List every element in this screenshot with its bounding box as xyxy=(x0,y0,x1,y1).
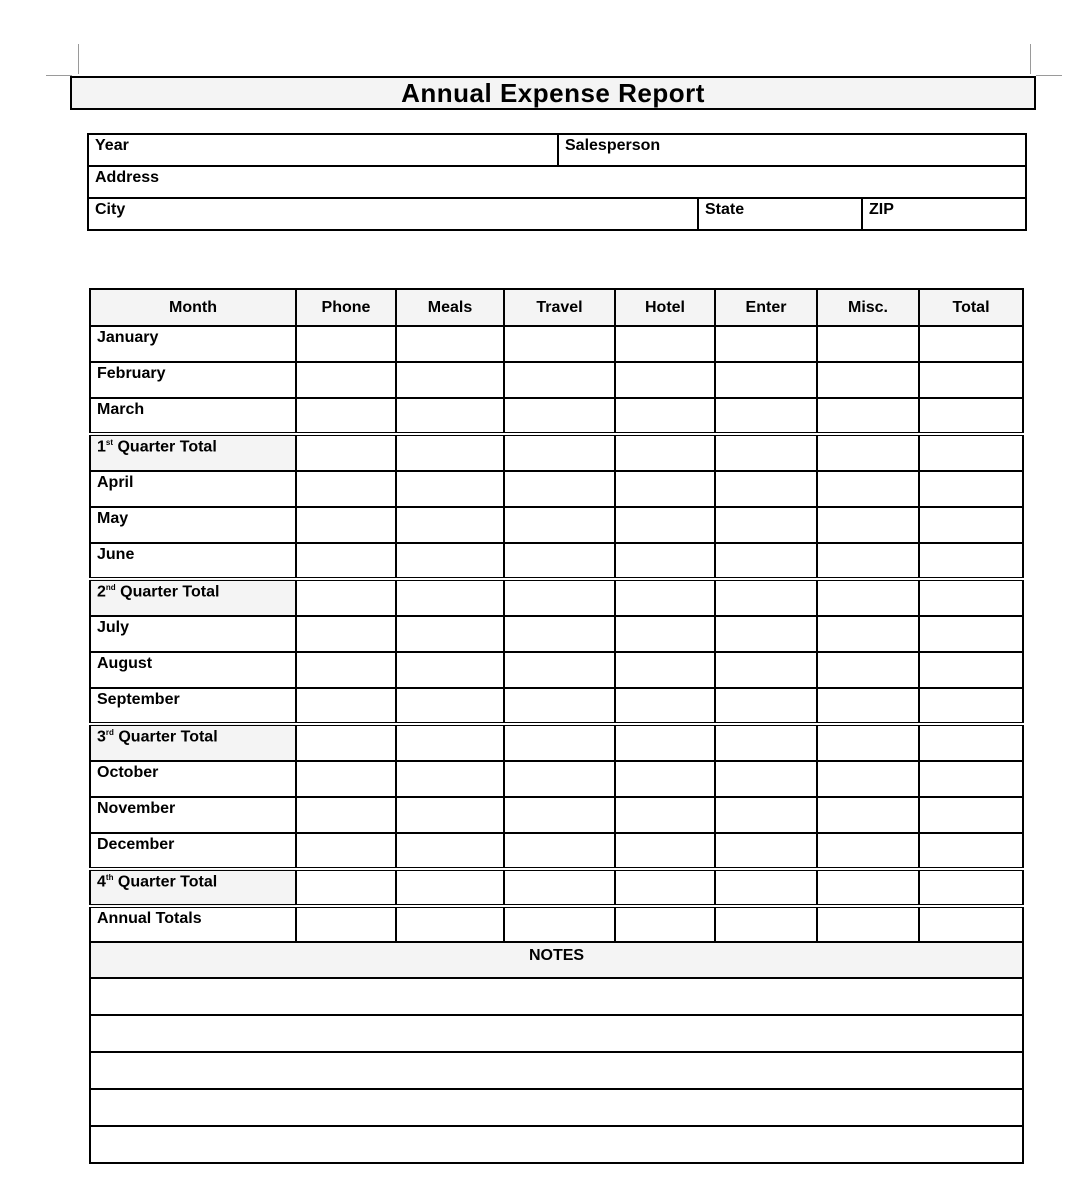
year-field[interactable] xyxy=(88,134,558,166)
title-bar xyxy=(70,76,1036,110)
month-label: February xyxy=(90,362,296,398)
quarter-label: 1st Quarter Total xyxy=(90,434,296,471)
cell-misc[interactable] xyxy=(817,579,919,616)
cell-total[interactable] xyxy=(919,434,1023,471)
row-march xyxy=(90,398,1023,434)
cell-misc[interactable] xyxy=(817,869,919,906)
cell-enter[interactable] xyxy=(715,579,817,616)
cell-phone[interactable] xyxy=(296,543,396,579)
row-may xyxy=(90,507,1023,543)
quarter-label: 4th Quarter Total xyxy=(90,869,296,906)
cell-travel[interactable] xyxy=(504,761,615,797)
cell-travel[interactable] xyxy=(504,906,615,942)
cell-phone[interactable] xyxy=(296,797,396,833)
cell-phone[interactable] xyxy=(296,326,396,362)
row-q1-total xyxy=(90,434,1023,471)
month-label: April xyxy=(90,471,296,507)
note-line xyxy=(90,1052,1023,1089)
cell-total[interactable] xyxy=(919,797,1023,833)
cell-meals[interactable] xyxy=(396,398,504,434)
cell-meals[interactable] xyxy=(396,906,504,942)
col-header-travel: Travel xyxy=(504,289,615,326)
col-header-meals: Meals xyxy=(396,289,504,326)
cell-meals[interactable] xyxy=(396,579,504,616)
cell-travel[interactable] xyxy=(504,579,615,616)
cell-total[interactable] xyxy=(919,579,1023,616)
cell-meals[interactable] xyxy=(396,543,504,579)
salesperson-field[interactable] xyxy=(558,134,1026,166)
cell-phone[interactable] xyxy=(296,761,396,797)
row-october xyxy=(90,761,1023,797)
note-line-field[interactable] xyxy=(90,1126,1023,1163)
cell-phone[interactable] xyxy=(296,398,396,434)
cell-enter[interactable] xyxy=(715,507,817,543)
cell-phone[interactable] xyxy=(296,579,396,616)
cell-travel[interactable] xyxy=(504,797,615,833)
month-label: September xyxy=(90,688,296,724)
cell-travel[interactable] xyxy=(504,434,615,471)
col-header-phone: Phone xyxy=(296,289,396,326)
info-row-year xyxy=(88,134,1026,166)
cell-enter[interactable] xyxy=(715,688,817,724)
address-label: Address xyxy=(95,169,160,186)
cell-hotel[interactable] xyxy=(615,688,715,724)
month-label: August xyxy=(90,652,296,688)
cell-misc[interactable] xyxy=(817,471,919,507)
row-april xyxy=(90,471,1023,507)
cell-total[interactable] xyxy=(919,362,1023,398)
cell-hotel[interactable] xyxy=(615,833,715,869)
cell-misc[interactable] xyxy=(817,434,919,471)
cell-total[interactable] xyxy=(919,471,1023,507)
note-line xyxy=(90,1126,1023,1163)
row-july xyxy=(90,616,1023,652)
row-annual-totals xyxy=(90,906,1023,942)
cell-enter[interactable] xyxy=(715,616,817,652)
year-label: Year xyxy=(95,137,129,154)
cell-total[interactable] xyxy=(919,507,1023,543)
cell-total[interactable] xyxy=(919,869,1023,906)
quarter-label: 3rd Quarter Total xyxy=(90,724,296,761)
cell-total[interactable] xyxy=(919,724,1023,761)
cell-enter[interactable] xyxy=(715,543,817,579)
row-q2-total xyxy=(90,579,1023,616)
cell-travel[interactable] xyxy=(504,833,615,869)
cell-meals[interactable] xyxy=(396,652,504,688)
cell-total[interactable] xyxy=(919,543,1023,579)
cell-hotel[interactable] xyxy=(615,869,715,906)
col-header-misc: Misc. xyxy=(817,289,919,326)
cell-enter[interactable] xyxy=(715,326,817,362)
note-line-field[interactable] xyxy=(90,1089,1023,1126)
cell-enter[interactable] xyxy=(715,906,817,942)
cell-enter[interactable] xyxy=(715,652,817,688)
crop-mark-left-horizontal xyxy=(46,75,72,76)
cell-enter[interactable] xyxy=(715,761,817,797)
zip-label: ZIP xyxy=(869,201,894,218)
state-field[interactable] xyxy=(698,198,862,230)
month-label: January xyxy=(90,326,296,362)
cell-misc[interactable] xyxy=(817,797,919,833)
cell-misc[interactable] xyxy=(817,833,919,869)
note-line-field[interactable] xyxy=(90,978,1023,1015)
cell-enter[interactable] xyxy=(715,869,817,906)
cell-hotel[interactable] xyxy=(615,507,715,543)
cell-meals[interactable] xyxy=(396,507,504,543)
cell-misc[interactable] xyxy=(817,543,919,579)
month-label: December xyxy=(90,833,296,869)
cell-total[interactable] xyxy=(919,398,1023,434)
cell-meals[interactable] xyxy=(396,616,504,652)
cell-meals[interactable] xyxy=(396,724,504,761)
cell-hotel[interactable] xyxy=(615,579,715,616)
month-label: March xyxy=(90,398,296,434)
zip-field[interactable] xyxy=(862,198,1026,230)
crop-mark-right-horizontal xyxy=(1036,75,1062,76)
cell-total[interactable] xyxy=(919,326,1023,362)
cell-misc[interactable] xyxy=(817,688,919,724)
cell-travel[interactable] xyxy=(504,869,615,906)
cell-phone[interactable] xyxy=(296,434,396,471)
cell-hotel[interactable] xyxy=(615,543,715,579)
cell-meals[interactable] xyxy=(396,797,504,833)
cell-enter[interactable] xyxy=(715,833,817,869)
col-header-hotel: Hotel xyxy=(615,289,715,326)
cell-enter[interactable] xyxy=(715,471,817,507)
crop-mark-right-vertical xyxy=(1030,44,1031,74)
cell-meals[interactable] xyxy=(396,434,504,471)
col-header-total: Total xyxy=(919,289,1023,326)
cell-hotel[interactable] xyxy=(615,471,715,507)
row-november xyxy=(90,797,1023,833)
cell-enter[interactable] xyxy=(715,434,817,471)
note-line-field[interactable] xyxy=(90,1015,1023,1052)
cell-misc[interactable] xyxy=(817,761,919,797)
cell-meals[interactable] xyxy=(396,869,504,906)
col-header-month: Month xyxy=(90,289,296,326)
month-label: June xyxy=(90,543,296,579)
row-december xyxy=(90,833,1023,869)
month-label: May xyxy=(90,507,296,543)
cell-travel[interactable] xyxy=(504,507,615,543)
state-label: State xyxy=(705,201,745,218)
cell-enter[interactable] xyxy=(715,362,817,398)
cell-meals[interactable] xyxy=(396,688,504,724)
row-september xyxy=(90,688,1023,724)
month-label: July xyxy=(90,616,296,652)
cell-meals[interactable] xyxy=(396,471,504,507)
cell-misc[interactable] xyxy=(817,398,919,434)
cell-total[interactable] xyxy=(919,906,1023,942)
cell-hotel[interactable] xyxy=(615,362,715,398)
cell-travel[interactable] xyxy=(504,543,615,579)
cell-travel[interactable] xyxy=(504,652,615,688)
cell-phone[interactable] xyxy=(296,652,396,688)
notes-header-row xyxy=(90,942,1023,978)
city-label: City xyxy=(95,201,126,218)
note-line xyxy=(90,1089,1023,1126)
cell-phone[interactable] xyxy=(296,616,396,652)
cell-travel[interactable] xyxy=(504,724,615,761)
info-row-address xyxy=(88,166,1026,198)
city-field[interactable] xyxy=(88,198,698,230)
header-row xyxy=(90,289,1023,326)
note-line xyxy=(90,1015,1023,1052)
cell-enter[interactable] xyxy=(715,398,817,434)
address-field[interactable] xyxy=(88,166,1026,198)
cell-travel[interactable] xyxy=(504,362,615,398)
cell-total[interactable] xyxy=(919,616,1023,652)
cell-total[interactable] xyxy=(919,833,1023,869)
row-june xyxy=(90,543,1023,579)
cell-phone[interactable] xyxy=(296,906,396,942)
cell-meals[interactable] xyxy=(396,326,504,362)
quarter-label: 2nd Quarter Total xyxy=(90,579,296,616)
annual-label: Annual Totals xyxy=(90,906,296,942)
month-label: November xyxy=(90,797,296,833)
cell-meals[interactable] xyxy=(396,761,504,797)
cell-hotel[interactable] xyxy=(615,434,715,471)
cell-phone[interactable] xyxy=(296,471,396,507)
cell-hotel[interactable] xyxy=(615,724,715,761)
info-row-city xyxy=(88,198,1026,230)
cell-phone[interactable] xyxy=(296,869,396,906)
cell-meals[interactable] xyxy=(396,362,504,398)
cell-travel[interactable] xyxy=(504,326,615,362)
cell-misc[interactable] xyxy=(817,616,919,652)
month-label: October xyxy=(90,761,296,797)
cell-phone[interactable] xyxy=(296,507,396,543)
note-line-field[interactable] xyxy=(90,1052,1023,1089)
cell-hotel[interactable] xyxy=(615,906,715,942)
cell-total[interactable] xyxy=(919,761,1023,797)
cell-travel[interactable] xyxy=(504,398,615,434)
cell-hotel[interactable] xyxy=(615,616,715,652)
row-q3-total xyxy=(90,724,1023,761)
cell-hotel[interactable] xyxy=(615,326,715,362)
cell-misc[interactable] xyxy=(817,362,919,398)
cell-enter[interactable] xyxy=(715,724,817,761)
cell-enter[interactable] xyxy=(715,797,817,833)
cell-total[interactable] xyxy=(919,652,1023,688)
cell-phone[interactable] xyxy=(296,688,396,724)
row-january xyxy=(90,326,1023,362)
salesperson-label: Salesperson xyxy=(565,137,661,154)
cell-misc[interactable] xyxy=(817,507,919,543)
expense-table xyxy=(89,288,1024,1164)
cell-phone[interactable] xyxy=(296,724,396,761)
cell-phone[interactable] xyxy=(296,833,396,869)
cell-hotel[interactable] xyxy=(615,652,715,688)
note-line xyxy=(90,978,1023,1015)
row-february xyxy=(90,362,1023,398)
cell-travel[interactable] xyxy=(504,688,615,724)
cell-total[interactable] xyxy=(919,688,1023,724)
info-table xyxy=(87,133,1027,231)
cell-phone[interactable] xyxy=(296,362,396,398)
cell-misc[interactable] xyxy=(817,906,919,942)
cell-meals[interactable] xyxy=(396,833,504,869)
cell-travel[interactable] xyxy=(504,471,615,507)
notes-label: NOTES xyxy=(90,942,1023,978)
cell-misc[interactable] xyxy=(817,652,919,688)
cell-hotel[interactable] xyxy=(615,797,715,833)
row-august xyxy=(90,652,1023,688)
cell-travel[interactable] xyxy=(504,616,615,652)
cell-hotel[interactable] xyxy=(615,398,715,434)
crop-mark-left-vertical xyxy=(78,44,79,74)
cell-hotel[interactable] xyxy=(615,761,715,797)
row-q4-total xyxy=(90,869,1023,906)
page-title: Annual Expense Report xyxy=(401,77,705,108)
cell-misc[interactable] xyxy=(817,724,919,761)
cell-misc[interactable] xyxy=(817,326,919,362)
col-header-enter: Enter xyxy=(715,289,817,326)
